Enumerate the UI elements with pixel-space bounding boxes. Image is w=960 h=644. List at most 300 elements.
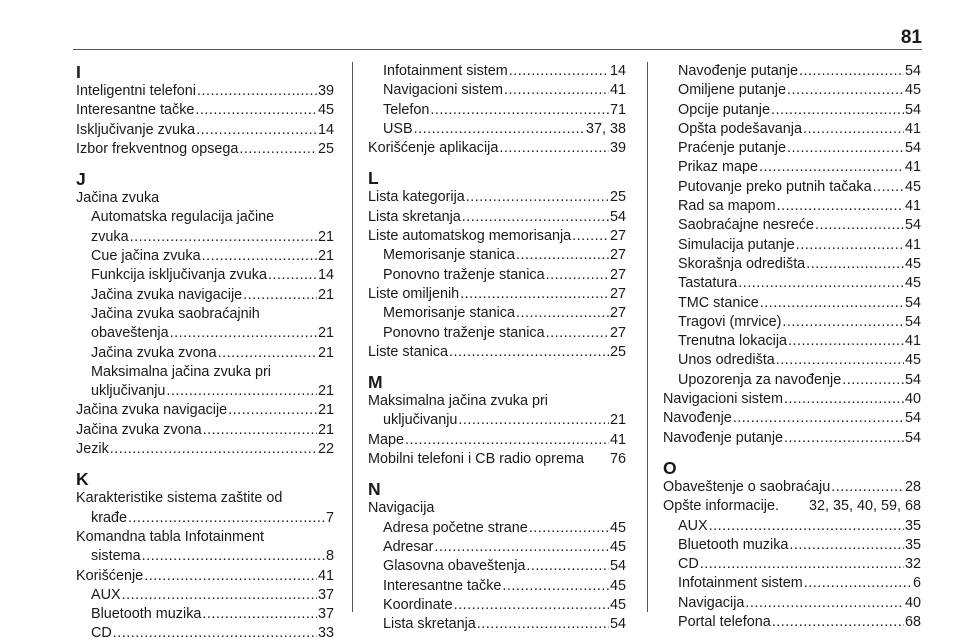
index-entry — [663, 274, 921, 293]
index-entry — [663, 536, 921, 555]
index-entry-pages[interactable]: 6 — [912, 575, 921, 592]
index-entry-label: Putovanje preko putnih tačaka — [678, 178, 872, 195]
index-entry-label: Isključivanje zvuka — [76, 121, 196, 138]
index-entry — [663, 371, 921, 390]
index-entry-label: Upozorenja za navođenje — [678, 371, 842, 388]
index-entry-label: Unos odredišta — [678, 352, 775, 369]
dot-leader — [142, 547, 325, 566]
dot-leader — [228, 401, 317, 420]
index-entry — [76, 605, 334, 624]
index-entry-pages[interactable]: 33 — [317, 625, 334, 642]
index-entry-label: Interesantne tačke — [383, 577, 502, 594]
index-entry-heading: Jačina zvuka — [76, 190, 160, 207]
dot-leader — [110, 440, 317, 459]
dot-leader — [709, 517, 904, 536]
index-entry — [76, 440, 334, 459]
index-entry-label: Jezik — [76, 441, 109, 458]
index-entry-label: Skorašnja odredišta — [678, 255, 806, 272]
index-entry-pages[interactable]: 54 — [609, 558, 626, 575]
index-entry-pages[interactable]: 45 — [904, 275, 921, 292]
dot-leader — [784, 429, 904, 448]
index-entry-label: Jačina zvuka zvona — [91, 344, 217, 361]
index-entry-label: Adresar — [383, 538, 434, 555]
dot-leader — [784, 390, 904, 409]
dot-leader — [842, 371, 904, 390]
index-entry — [76, 401, 334, 420]
index-entry-label: Jačina zvuka navigacije — [76, 402, 228, 419]
dot-leader — [526, 557, 609, 576]
index-entry-pages[interactable]: 25 — [317, 140, 334, 157]
index-entry-pages[interactable]: 27 — [609, 324, 626, 341]
index-entry-label: Omiljene putanje — [678, 82, 786, 99]
index-entry — [663, 313, 921, 332]
index-entry-label: Interesantne tačke — [76, 102, 195, 119]
dot-leader — [799, 62, 904, 81]
dot-leader — [738, 274, 904, 293]
index-entry-pages[interactable]: 21 — [317, 325, 334, 342]
dot-leader — [516, 304, 609, 323]
index-entry-label: Lista skretanja — [368, 208, 461, 225]
dot-leader — [777, 197, 904, 216]
index-entry-pages[interactable]: 45 — [609, 577, 626, 594]
index-entry — [663, 216, 921, 235]
index-entry-label: AUX — [678, 517, 708, 534]
index-entry-label: Jačina zvuka zvona — [76, 421, 202, 438]
dot-leader — [700, 555, 904, 574]
column-divider-1 — [352, 62, 353, 612]
index-entry-label: TMC stanice — [678, 294, 759, 311]
index-entry-label: Liste stanica — [368, 343, 448, 360]
index-entry-label: Mape — [368, 431, 404, 448]
index-entry-pages[interactable]: 32, 35, 40, 59, 68 — [808, 498, 921, 515]
index-entry — [663, 178, 921, 197]
index-entry-label: Bluetooth muzika — [91, 606, 202, 623]
dot-leader — [504, 81, 609, 100]
dot-leader — [462, 208, 609, 227]
dot-leader — [166, 382, 317, 401]
dot-leader — [113, 624, 317, 643]
index-entry — [76, 286, 334, 305]
index-entry-pages[interactable]: 68 — [904, 614, 921, 631]
dot-leader — [170, 324, 317, 343]
index-entry-pages[interactable]: 54 — [904, 101, 921, 118]
index-entry-pages[interactable]: 41 — [904, 333, 921, 350]
dot-leader — [772, 613, 904, 632]
index-entry-pages[interactable]: 45 — [904, 82, 921, 99]
index-entry-label: Adresa početne strane — [383, 519, 528, 536]
index-entry-heading: Karakteristike sistema zaštite od — [76, 490, 283, 507]
index-entry-label: Glasovna obaveštenja — [383, 558, 526, 575]
dot-leader — [203, 421, 317, 440]
index-entry-pages[interactable]: 45 — [317, 102, 334, 119]
index-entry-pages[interactable]: 28 — [904, 478, 921, 495]
index-entry — [663, 120, 921, 139]
index-entry-pages[interactable]: 41 — [904, 198, 921, 215]
index-entry-label: Tastatura — [678, 275, 738, 292]
dot-leader — [771, 101, 904, 120]
index-entry — [663, 555, 921, 574]
dot-leader — [196, 121, 317, 140]
index-letter-heading: M — [368, 372, 383, 393]
index-entry — [368, 62, 626, 81]
dot-leader — [529, 519, 609, 538]
index-entry-pages[interactable]: 76 — [609, 451, 626, 468]
dot-leader — [218, 344, 317, 363]
index-letter-heading: I — [76, 62, 81, 82]
index-entry — [663, 294, 921, 313]
index-entry — [663, 62, 921, 81]
index-entry-pages[interactable]: 21 — [317, 286, 334, 303]
index-entry-label: uključivanju — [383, 412, 458, 429]
index-entry-pages[interactable]: 21 — [317, 383, 334, 400]
dot-leader — [502, 577, 609, 596]
index-entry-pages[interactable]: 27 — [609, 228, 626, 245]
index-entry-pages[interactable]: 41 — [317, 567, 334, 584]
dot-leader — [268, 266, 317, 285]
dot-leader — [546, 324, 609, 343]
index-entry — [368, 343, 626, 362]
header-rule — [73, 49, 922, 50]
dot-leader — [144, 567, 317, 586]
dot-leader — [454, 596, 609, 615]
dot-leader — [128, 509, 325, 528]
index-entry-label: Koordinate — [383, 596, 453, 613]
index-entry-pages[interactable]: 37 — [317, 606, 334, 623]
index-entry-label: Telefon — [383, 101, 430, 118]
dot-leader — [197, 82, 317, 101]
index-entry — [368, 538, 626, 557]
index-entry-heading: Maksimalna jačina zvuka pri — [368, 393, 548, 410]
index-entry — [76, 121, 334, 140]
index-entry-label: AUX — [91, 586, 121, 603]
index-letter-heading: K — [76, 469, 89, 490]
index-letter-heading: O — [663, 457, 677, 478]
dot-leader — [405, 431, 609, 450]
index-entry — [663, 497, 921, 516]
index-entry-label: Simulacija putanje — [678, 236, 795, 253]
index-entry — [76, 82, 334, 101]
dot-leader — [477, 615, 609, 634]
index-entry-pages[interactable]: 14 — [609, 63, 626, 79]
index-entry — [76, 567, 334, 586]
index-entry-pages[interactable]: 54 — [609, 208, 626, 225]
dot-leader — [430, 101, 609, 120]
index-entry — [663, 390, 921, 409]
index-entry — [368, 120, 626, 139]
index-entry-label: Korišćenje aplikacija — [368, 140, 499, 157]
index-entry-label: Praćenje putanje — [678, 140, 787, 157]
dot-leader — [796, 236, 904, 255]
index-entry-heading: Komandna tabla Infotainment — [76, 528, 265, 545]
index-entry-label: Lista skretanja — [383, 616, 476, 633]
index-entry — [368, 208, 626, 227]
index-entry-label: Rad sa mapom — [678, 198, 776, 215]
index-entry — [368, 411, 626, 430]
index-entry-label: Saobraćajne nesreće — [678, 217, 815, 234]
index-entry-label: Memorisanje stanica — [383, 247, 515, 264]
index-entry-label: Memorisanje stanica — [383, 305, 515, 322]
index-entry-pages[interactable]: 37 — [317, 586, 334, 603]
index-entry-pages[interactable]: 41 — [609, 431, 626, 448]
dot-leader — [434, 538, 609, 557]
index-entry-pages[interactable]: 7 — [325, 509, 334, 526]
index-entry — [76, 140, 334, 159]
index-entry-pages[interactable]: 54 — [904, 410, 921, 427]
index-entry — [663, 101, 921, 120]
index-entry — [368, 596, 626, 615]
index-entry-label: Liste omiljenih — [368, 285, 460, 302]
index-entry-pages[interactable]: 41 — [904, 236, 921, 253]
index-entry — [368, 246, 626, 265]
dot-leader — [572, 227, 609, 246]
dot-leader — [789, 536, 904, 555]
index-entry — [368, 81, 626, 100]
index-entry-pages[interactable]: 54 — [609, 616, 626, 633]
dot-leader — [546, 266, 609, 285]
index-letter-heading: J — [76, 169, 86, 190]
index-entry — [663, 351, 921, 370]
index-entry-label: Izbor frekventnog opsega — [76, 140, 239, 157]
dot-leader — [414, 120, 585, 139]
index-entry — [663, 158, 921, 177]
index-entry-pages[interactable]: 41 — [904, 159, 921, 176]
index-entry-label: zvuka — [91, 228, 129, 245]
index-entry — [663, 197, 921, 216]
index-entry-pages[interactable]: 27 — [609, 305, 626, 322]
index-entry-label: Portal telefona — [678, 614, 771, 631]
index-entry — [368, 519, 626, 538]
index-entry — [368, 139, 626, 158]
dot-leader — [782, 313, 904, 332]
index-letter-heading: N — [368, 479, 381, 500]
index-entry — [663, 255, 921, 274]
dot-leader — [776, 351, 904, 370]
index-entry — [368, 101, 626, 120]
dot-leader — [787, 139, 904, 158]
index-entry-pages[interactable]: 54 — [904, 313, 921, 330]
index-entry — [663, 478, 921, 497]
index-entry-label: Bluetooth muzika — [678, 536, 789, 553]
index-entry-label: Navođenje putanje — [663, 429, 784, 446]
index-entry — [76, 324, 334, 343]
dot-leader — [195, 101, 317, 120]
index-entry-pages[interactable]: 14 — [317, 121, 334, 138]
index-entry-pages[interactable]: 41 — [609, 82, 626, 99]
index-entry-pages[interactable]: 8 — [325, 548, 334, 565]
dot-leader — [831, 478, 904, 497]
dot-leader — [760, 294, 904, 313]
index-entry-label: Navigacioni sistem — [383, 82, 503, 99]
index-entry — [76, 509, 334, 528]
index-entry-label: sistema — [91, 548, 141, 565]
index-entry — [368, 304, 626, 323]
index-entry — [663, 139, 921, 158]
index-entry — [76, 228, 334, 247]
index-entry-label: Trenutna lokacija — [678, 333, 788, 350]
index-entry — [368, 285, 626, 304]
dot-leader — [873, 178, 904, 197]
index-entry-pages[interactable]: 37, 38 — [585, 120, 626, 137]
index-entry-label: Ponovno traženje stanica — [383, 324, 545, 341]
dot-leader — [458, 411, 609, 430]
index-entry-pages[interactable]: 54 — [904, 140, 921, 157]
index-entry-pages[interactable]: 39 — [317, 83, 334, 99]
dot-leader — [745, 594, 904, 613]
index-entry-pages[interactable]: 41 — [904, 120, 921, 137]
index-entry-label: Navođenje — [663, 410, 732, 427]
index-entry — [368, 577, 626, 596]
index-entry-pages[interactable]: 54 — [904, 371, 921, 388]
dot-leader — [449, 343, 609, 362]
index-entry-label: Opcije putanje — [678, 101, 771, 118]
index-entry-pages[interactable]: 32 — [904, 556, 921, 573]
index-entry — [663, 409, 921, 428]
index-entry — [663, 236, 921, 255]
index-entry-pages[interactable]: 21 — [317, 344, 334, 361]
index-entry-label: Liste automatskog memorisanja — [368, 228, 572, 245]
index-entry-label: CD — [91, 625, 112, 642]
index-entry — [368, 188, 626, 207]
index-entry-heading: Navigacija — [368, 500, 435, 517]
index-entry-pages[interactable]: 45 — [609, 538, 626, 555]
index-entry-pages[interactable]: 45 — [904, 255, 921, 272]
index-entry — [368, 557, 626, 576]
column-divider-2 — [647, 62, 648, 612]
index-entry — [663, 613, 921, 632]
index-entry — [76, 624, 334, 643]
index-entry-pages[interactable]: 35 — [904, 536, 921, 553]
index-entry-label: Opšte informacije. — [663, 498, 779, 515]
index-entry-label: Navigacija — [678, 594, 745, 611]
index-entry-label: obaveštenja — [91, 325, 169, 342]
index-entry-pages[interactable]: 35 — [904, 517, 921, 534]
dot-leader — [243, 286, 317, 305]
dot-leader — [803, 120, 904, 139]
index-entry — [368, 227, 626, 246]
dot-leader — [202, 247, 317, 266]
index-entry — [76, 247, 334, 266]
index-entry — [76, 344, 334, 363]
index-entry-label: Lista kategorija — [368, 189, 465, 206]
index-entry — [663, 574, 921, 593]
index-entry — [368, 266, 626, 285]
dot-leader — [806, 255, 904, 274]
index-entry-pages[interactable]: 21 — [317, 402, 334, 419]
index-entry-pages[interactable]: 39 — [609, 140, 626, 157]
index-entry-pages[interactable]: 27 — [609, 266, 626, 283]
index-entry-label: uključivanju — [91, 383, 166, 400]
index-entry-pages[interactable]: 45 — [609, 596, 626, 613]
index-column-3 — [663, 62, 921, 632]
index-entry — [663, 517, 921, 536]
dot-leader — [460, 285, 609, 304]
index-entry — [663, 594, 921, 613]
index-entry — [76, 421, 334, 440]
index-entry-label: Funkcija isključivanja zvuka — [91, 267, 267, 284]
index-entry-pages[interactable]: 45 — [609, 519, 626, 536]
index-entry-pages[interactable]: 21 — [317, 228, 334, 245]
index-entry — [368, 615, 626, 634]
dot-leader — [466, 188, 609, 207]
index-entry-label: Infotainment sistem — [678, 575, 803, 592]
dot-leader — [788, 332, 904, 351]
index-entry-pages[interactable]: 54 — [904, 429, 921, 446]
index-entry-pages[interactable]: 14 — [317, 267, 334, 284]
index-entry-pages[interactable]: 21 — [317, 421, 334, 438]
dot-leader — [516, 246, 609, 265]
dot-leader — [804, 574, 912, 593]
dot-leader — [733, 409, 904, 428]
index-entry-label: Navođenje putanje — [678, 63, 799, 79]
index-entry — [76, 266, 334, 285]
index-entry — [76, 586, 334, 605]
dot-leader — [815, 216, 904, 235]
index-entry-label: Prikaz mape — [678, 159, 758, 176]
index-entry-pages[interactable]: 21 — [317, 248, 334, 265]
index-entry — [76, 547, 334, 566]
index-entry-heading: Automatska regulacija jačine — [91, 209, 275, 226]
index-entry — [368, 431, 626, 450]
index-entry — [663, 429, 921, 448]
index-entry-pages[interactable]: 40 — [904, 594, 921, 611]
index-entry-label: Infotainment sistem — [383, 63, 508, 79]
dot-leader — [509, 62, 609, 81]
index-entry-pages[interactable]: 54 — [904, 217, 921, 234]
index-entry-label: Korišćenje — [76, 567, 144, 584]
index-entry-label: Mobilni telefoni i CB radio oprema — [368, 451, 584, 468]
index-entry-pages[interactable]: 27 — [609, 285, 626, 302]
index-entry — [663, 332, 921, 351]
index-entry-pages[interactable]: 54 — [904, 63, 921, 79]
index-entry-label: Ponovno traženje stanica — [383, 266, 545, 283]
index-entry-pages[interactable]: 21 — [609, 412, 626, 429]
dot-leader — [787, 81, 904, 100]
index-entry-pages[interactable]: 22 — [317, 441, 334, 458]
dot-leader — [239, 140, 317, 159]
index-entry — [76, 382, 334, 401]
index-entry-label: Obaveštenje o saobraćaju — [663, 478, 831, 495]
index-entry-label: Cue jačina zvuka — [91, 248, 201, 265]
index-letter-heading: L — [368, 168, 379, 189]
index-entry-label: Inteligentni telefoni — [76, 83, 197, 99]
index-entry-pages[interactable]: 40 — [904, 391, 921, 408]
index-entry-label: Jačina zvuka navigacije — [91, 286, 243, 303]
index-entry-label: Tragovi (mrvice) — [678, 313, 782, 330]
index-entry-pages[interactable]: 25 — [609, 343, 626, 360]
dot-leader — [499, 139, 609, 158]
dot-leader — [122, 586, 317, 605]
index-entry-pages[interactable]: 54 — [904, 294, 921, 311]
index-entry — [76, 101, 334, 120]
dot-leader — [202, 605, 317, 624]
index-entry — [663, 81, 921, 100]
page-number: 81 — [900, 27, 922, 48]
index-entry-pages[interactable]: 45 — [904, 178, 921, 195]
index-entry-label: krađe — [91, 509, 127, 526]
index-entry-pages[interactable]: 25 — [609, 189, 626, 206]
index-entry-pages[interactable]: 71 — [609, 101, 626, 118]
index-column-1 — [76, 62, 334, 644]
index-entry-label: Navigacioni sistem — [663, 391, 783, 408]
index-entry-pages[interactable]: 45 — [904, 352, 921, 369]
index-entry-heading: Maksimalna jačina zvuka pri — [91, 363, 271, 380]
index-entry-pages[interactable]: 27 — [609, 247, 626, 264]
index-entry-heading: Jačina zvuka saobraćajnih — [91, 305, 260, 322]
index-entry — [368, 324, 626, 343]
index-column-2 — [368, 62, 626, 634]
index-entry-label: Opšta podešavanja — [678, 120, 803, 137]
index-entry-label: USB — [383, 120, 413, 137]
